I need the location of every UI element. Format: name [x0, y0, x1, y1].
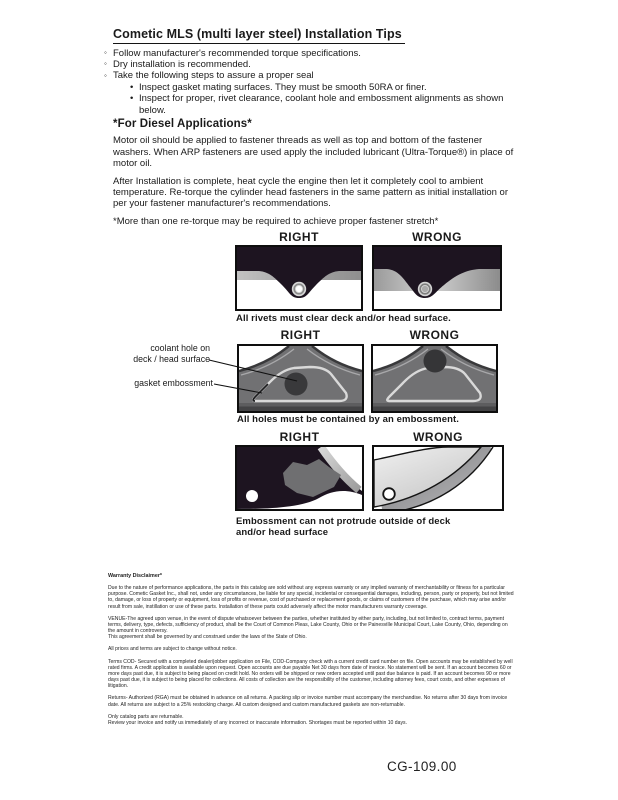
tip-torque-specs: ◦ Follow manufacturer's recommended torque specifications.	[104, 48, 518, 59]
disclaimer-governing-law: This agreement shall be governed by and construed under the laws of the State of Ohio.	[108, 634, 307, 641]
coolant-hole-annotation: coolant hole on deck / head surface	[133, 343, 210, 364]
rivet-clearance-wrong-graphic	[374, 247, 500, 309]
protrusion-right-graphic	[237, 447, 362, 509]
diesel-section	[113, 119, 517, 233]
disclaimer-returns: Returns- Authorized (RGA) must be obtained in advance on all returns. A packing slip or invoice number must accompany the merchandise. No returns after 30 days from invoice date. All returns are subject to a 25% restocking charge. All custom designed and custom manufactured gaskets are non-returnable.	[108, 695, 508, 708]
diesel-heading: *For Diesel Applications*	[113, 118, 252, 130]
annotation-leader-lines	[205, 348, 305, 398]
protrusion-right-illustration	[235, 445, 364, 511]
disclaimer-warranty: Due to the nature of performance applications, the parts in this catalog are sold without any express warranty or any implied warranty of merchantability or fitness for a particular purpose. Cometic Gasket Inc., shall not, under any circumstances, be liable for any special, incidental or consequential damages, including, person, party or property, but not limited to, damage, or loss of property or equipment, loss of profits or revenue, cost of purchased or replacement goods, or claims of customers of the purchase, which may arise and/or result from sale, instillation or use of these parts. Installation of these parts could adversely affect the motor manufacturers warranty coverage.	[108, 585, 514, 610]
row2-caption: All holes must be contained by an embossment.	[237, 414, 459, 425]
page-title: Cometic MLS (multi layer steel) Installation Tips	[113, 27, 405, 44]
tip-alignments: • Inspect for proper, rivet clearance, coolant hole and embossment alignments as shown below.	[130, 93, 518, 116]
disclaimer-catalog-parts: Only catalog parts are returnable.	[108, 713, 184, 720]
row3-right-label: RIGHT	[279, 430, 320, 444]
row1-wrong-label: WRONG	[412, 230, 462, 244]
intro-section	[104, 21, 518, 116]
protrusion-wrong-illustration	[372, 445, 504, 511]
tip-proper-seal: ◦ Take the following steps to assure a proper seal	[104, 70, 518, 81]
row2-right-label: RIGHT	[280, 328, 321, 342]
rivet-clearance-right-graphic	[237, 247, 361, 309]
hole-embossment-wrong-illustration	[371, 344, 498, 413]
disclaimer-prices: All prices and terms are subject to change without notice.	[108, 646, 237, 653]
tip-dry-install: ◦ Dry installation is recommended.	[104, 59, 518, 70]
rivet-clearance-right-illustration	[235, 245, 363, 311]
hole-embossment-wrong-graphic	[373, 346, 496, 411]
row1-right-label: RIGHT	[279, 230, 319, 244]
protrusion-wrong-graphic	[374, 447, 502, 509]
diesel-paragraph-oil: Motor oil should be applied to fastener threads as well as top and bottom of the fastener washers. When ARP fasteners are used apply the included lubricant (Ultra-Torque®) in place of motor oil.	[113, 135, 514, 170]
diesel-paragraph-heatcycle: After Installation is complete, heat cycle the engine then let it completely cool to ambient temperature. Re-torque the cylinder head fasteners in the same pattern as initial installation or per your fastener manufacturer's recommendations.	[113, 175, 508, 210]
warranty-disclaimer-section	[108, 573, 515, 726]
tip-mating-surfaces: • Inspect gasket mating surfaces. They must be smooth 50RA or finer.	[130, 82, 518, 93]
row3-caption: Embossment can not protrude outside of deck and/or head surface	[236, 516, 451, 538]
installation-tips-list	[104, 48, 518, 116]
gasket-embossment-annotation: gasket embossment	[134, 378, 213, 388]
disclaimer-venue: VENUE-The agreed upon venue, in the event of dispute whatsoever between the parties, whether instituted by either party, including, but not limited to, contract terms, payment terms, delivery, type, defects, sufficiency of product, shall be the Court of Common Pleas, Lake County, Ohio or the Painesville Municipal Court, Lake County, Ohio, depending on the amount in controversy.	[108, 615, 508, 635]
row1-caption: All rivets must clear deck and/or head surface.	[236, 313, 451, 324]
page-code: CG-109.00	[387, 759, 457, 774]
disclaimer-review-invoice: Review your invoice and notify us immediately of any incorrect or inaccurate information. Shortages must be reported within 10 days.	[108, 719, 407, 726]
row3-wrong-label: WRONG	[413, 430, 463, 444]
disclaimer-terms: Terms COD- Secured with a completed dealer/jobber application on File, COD-Company check with a current credit card number on file. Open accounts may be established by well rated firms. A credit application is available upon request. Open accounts are due payable Net 30 days from date of invoice. No statement will be sent. If an account becomes 60 or more days past due, it is subject to being placed on credit hold. No orders will be shipped or new orders accepted until past due balance is paid. If an account becomes 90 or more days past due, it is subject to being placed for collections. All costs of collection are the responsibility of the customer, including attorney fees, court costs, and other expenses of litigation.	[108, 658, 513, 690]
disclaimer-heading: Warranty Disclaimer*	[108, 573, 163, 579]
rivet-clearance-wrong-illustration	[372, 245, 502, 311]
diesel-paragraph-retorque: *More than one re-torque may be required to achieve proper fastener stretch*	[113, 215, 439, 227]
row2-wrong-label: WRONG	[409, 328, 460, 342]
